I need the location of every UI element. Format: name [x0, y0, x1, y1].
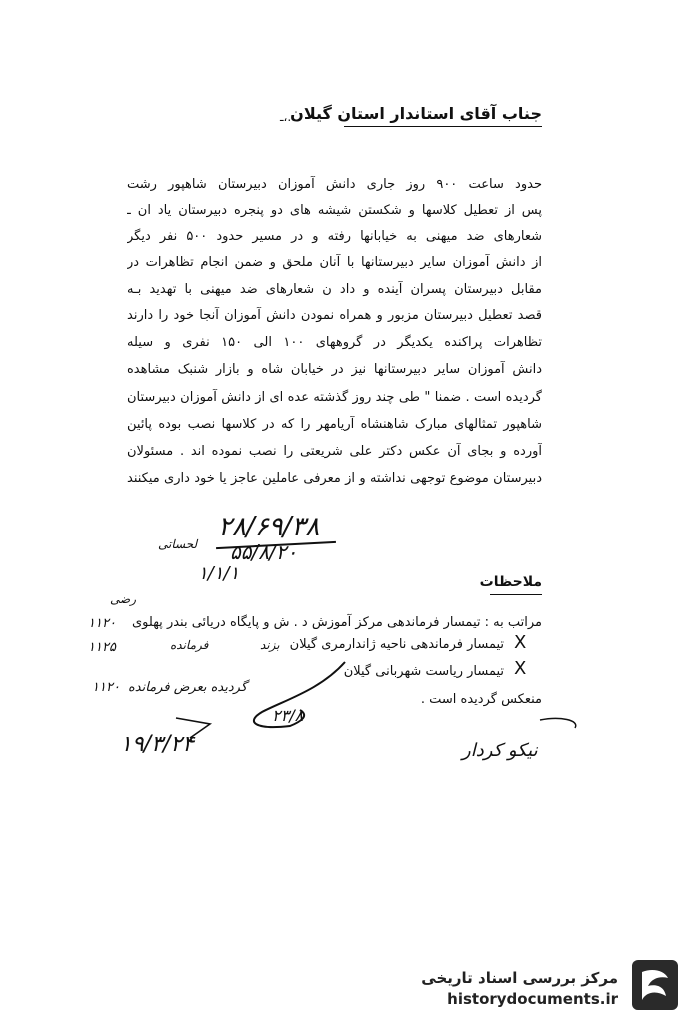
- body-line: شعارهای ضد میهنی به خیابانها رفته و در مسیر حدود ۵۰۰ نفر دیگر: [127, 229, 542, 244]
- watermark-title: مرکز بررسی اسناد تاریخی: [421, 969, 618, 987]
- corner-mark: ـ،.: [280, 110, 292, 124]
- distribution-line: تیمسار ریاست شهربانی گیلان: [343, 664, 504, 679]
- handwritten-annotation: فرمانده: [170, 638, 209, 652]
- handwritten-code: ۱۱۲۰: [92, 680, 120, 695]
- body-line: مقابل دبیرستان پسران آینده و داد ن شعارهای ضد میهنی با تهدید بـه: [127, 282, 542, 297]
- handwritten-code: ۱۱۲۵: [88, 640, 116, 655]
- distribution-line: تیمسار فرماندهی ناحیه ژاندارمری گیلان: [289, 637, 504, 652]
- reference-scrawl: ۱/۱/۱: [198, 563, 240, 584]
- reference-number: ۲۸/۶۹/۳۸: [218, 512, 320, 542]
- handwritten-code: ۱۱۲۰: [88, 616, 116, 631]
- reference-date: ۵۵/۸/۲۰: [230, 540, 298, 564]
- handwritten-annotation: بزند: [260, 638, 280, 652]
- body-line: دبیرستان موضوع توجهی نداشته و از معرفی عاملین عاجز یا خود داری میکنند: [127, 471, 542, 486]
- distribution-line: منعکس گردیده است .: [420, 692, 542, 707]
- body-line: شاهپور تمثالهای مبارک شاهنشاه آریامهر را که در کلاسها نصب بوده پائین: [127, 417, 542, 432]
- x-mark: X: [514, 658, 527, 679]
- handwritten-signature-number: ۲۳/۸: [272, 706, 304, 725]
- handwritten-signature: نیکو کردار: [462, 740, 538, 761]
- watermark-url: historydocuments.ir: [447, 990, 618, 1008]
- addressee: جناب آقای استاندار استان گیلان: [290, 104, 542, 123]
- handwritten-top-note: رضی: [110, 592, 136, 606]
- handwritten-date-line: ۱۹/۳/۲۴: [120, 732, 194, 757]
- body-line: تظاهرات پراکنده یکدیگر در گروههای ۱۰۰ الی ۱۵۰ نفری و سیله: [127, 335, 542, 350]
- body-line: دانش آموزان سایر دبیرستانها نیز در خیابان شاه و بازار شنبک مشاهده: [127, 362, 542, 377]
- body-line: حدود ساعت ۹۰۰ روز جاری دانش آموزان دبیرستان شاهپور رشت: [127, 177, 542, 192]
- notes-heading: ملاحظات: [479, 574, 542, 590]
- distribution-line: مراتب به : تیمسار فرماندهی مرکز آموزش د . ش و پایگاه دریائی بندر پهلوی: [132, 615, 542, 630]
- body-line: پس از تعطیل کلاسها و شکستن شیشه های دو پنجره دبیرستان یاد ان ـ: [127, 203, 542, 218]
- body-line: گردیده است . ضمنا " طی چند روز گذشته عده ای از دانش آموزان دبیرستان: [127, 390, 542, 405]
- body-line: آورده و بجای آن عکس دکتر علی شریعتی را نصب نموده اند . مسئولان: [127, 444, 542, 459]
- handwritten-annotation: گردیده بعرض فرمانده: [128, 680, 248, 695]
- archive-logo-icon: [630, 958, 680, 1012]
- x-mark: X: [514, 632, 527, 653]
- body-line: از دانش آموزان سایر دبیرستانها با آنان ملحق و ضمن انجام تظاهرات در: [127, 255, 542, 270]
- reference-label: لحساتی: [158, 537, 198, 551]
- body-line: قصد تعطیل دبیرستان مزبور و همراه نمودن دانش آموزان آنجا خود را دارند: [127, 308, 542, 323]
